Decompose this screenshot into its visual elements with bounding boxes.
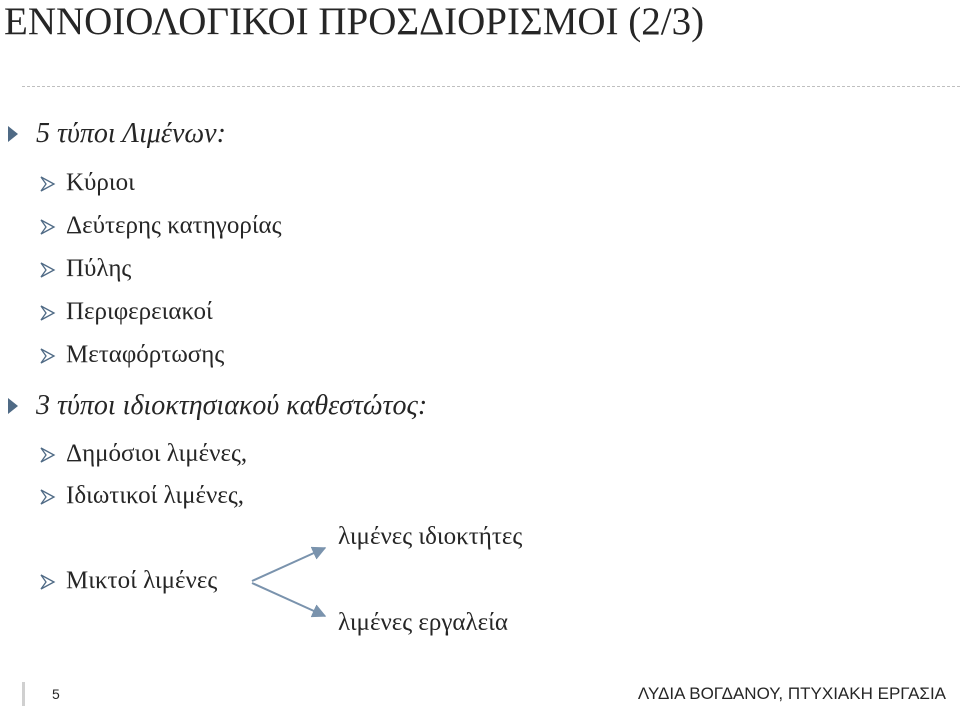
bullet-text: 3 τύποι ιδιοκτησιακού καθεστώτος: <box>36 390 428 421</box>
sub-item-text: Περιφερειακοί <box>66 298 213 325</box>
sub-item-text: Δημόσιοι λιμένες, <box>66 440 248 467</box>
footer-author: ΛΥΔΙΑ ΒΟΓΔΑΝΟΥ, ΠΤΥΧΙΑΚΗ ΕΡΓΑΣΙΑ <box>637 684 946 703</box>
sub-item-text: Μικτοί λιμένες <box>66 567 218 594</box>
sub-item-text: Κύριοι <box>66 169 135 196</box>
bullet-text: 5 τύποι Λιμένων: <box>36 118 226 149</box>
annotation-landlord-ports: λιμένες ιδιοκτήτες <box>338 523 523 550</box>
annotation-tool-ports: λιμένες εργαλεία <box>338 609 508 636</box>
sub-item-text: Μεταφόρτωσης <box>66 341 225 368</box>
footer-bar <box>22 682 25 706</box>
sub-item-text: Δεύτερης κατηγορίας <box>66 212 282 239</box>
sub-item-text: Πύλης <box>66 255 132 282</box>
page-number: 5 <box>52 686 60 702</box>
slide-title: ΕΝΝΟΙΟΛΟΓΙΚΟΙ ΠΡΟΣΔΙΟΡΙΣΜΟΙ (2/3) <box>4 0 705 43</box>
sub-item-text: Ιδιωτικοί λιμένες, <box>66 482 244 509</box>
arrow-to-tool-ports <box>252 583 325 616</box>
arrow-to-landlord-ports <box>252 548 325 581</box>
